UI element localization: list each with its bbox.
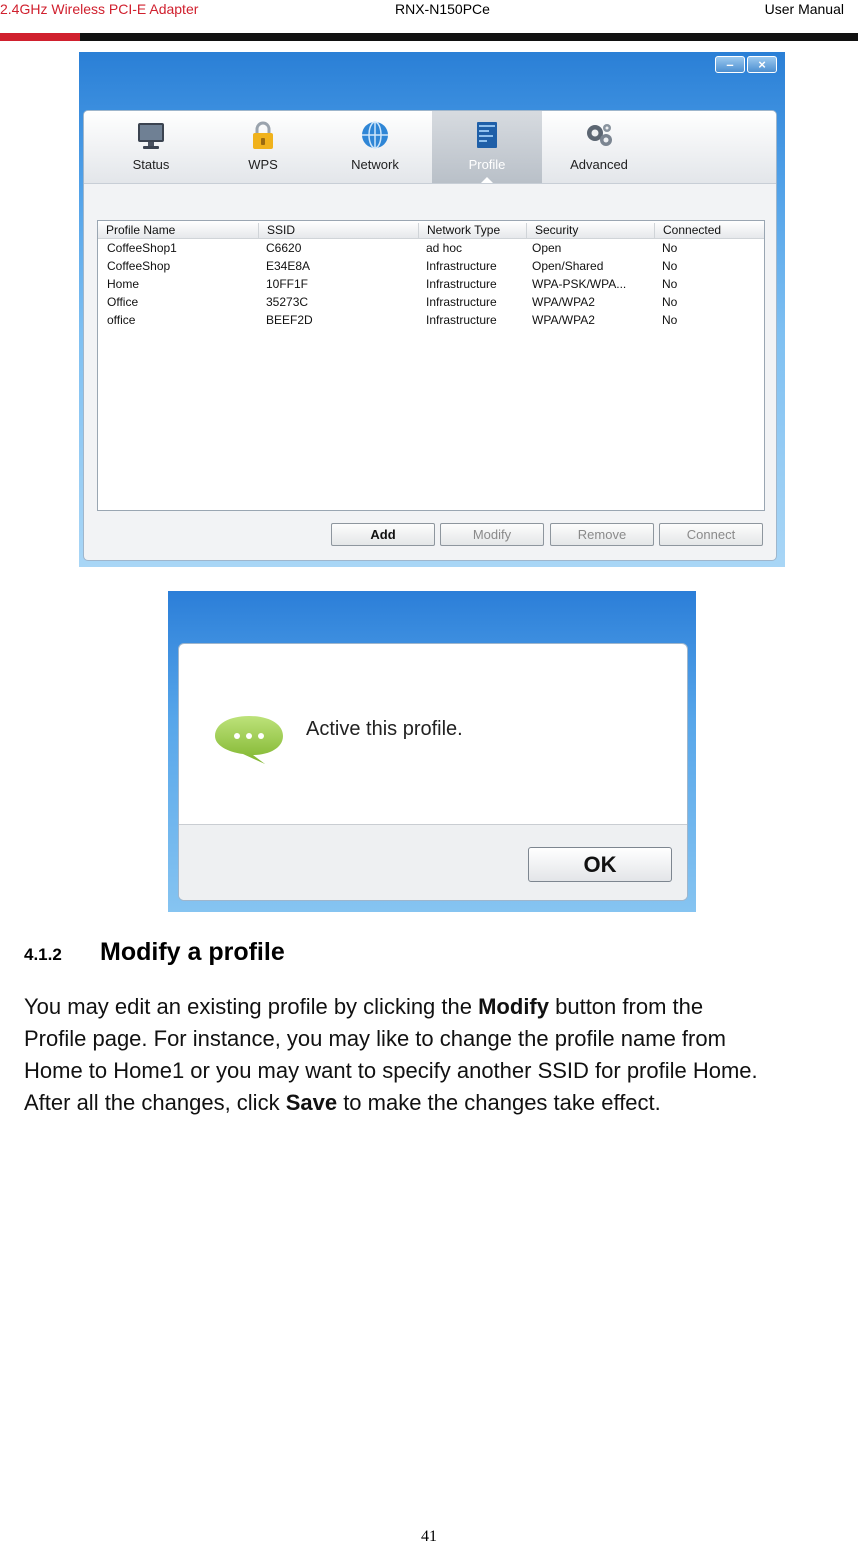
column-network-type[interactable]: Network Type: [418, 223, 526, 239]
header-model: RNX-N150PCe: [395, 1, 490, 17]
cell-connected: No: [662, 313, 678, 327]
cell-network-type: Infrastructure: [426, 259, 497, 273]
cell-security: Open/Shared: [532, 259, 604, 273]
add-button[interactable]: Add: [331, 523, 435, 546]
cell-profile-name: Home: [107, 277, 140, 291]
table-row[interactable]: [98, 240, 764, 258]
ok-button[interactable]: OK: [528, 847, 672, 882]
cell-ssid: BEEF2D: [266, 313, 313, 327]
list-header: [98, 221, 764, 239]
cell-security: WPA/WPA2: [532, 313, 595, 327]
tab-network-label: Network: [351, 157, 399, 172]
active-tab-indicator: [481, 177, 493, 183]
header-doc-type: User Manual: [764, 1, 844, 17]
profile-window-screenshot: [79, 52, 785, 567]
section-title: Modify a profile: [100, 938, 285, 966]
paragraph-line: Home to Home1 or you may want to specify another SSID for profile Home.: [24, 1058, 758, 1083]
gears-icon: [583, 119, 615, 151]
text-run: After all the changes, click: [24, 1090, 286, 1115]
close-button[interactable]: ×: [747, 56, 777, 73]
cell-ssid: C6620: [266, 241, 302, 255]
connect-button[interactable]: Connect: [659, 523, 763, 546]
body-paragraph: [24, 991, 854, 1119]
tab-profile[interactable]: [432, 111, 542, 183]
cell-security: WPA/WPA2: [532, 295, 595, 309]
section-number: 4.1.2: [24, 945, 62, 964]
paragraph-line: [24, 1087, 854, 1119]
tab-advanced-label: Advanced: [570, 157, 628, 172]
cell-profile-name: CoffeeShop1: [107, 241, 177, 255]
tab-wps[interactable]: [208, 111, 318, 183]
profile-card-icon: [471, 119, 503, 151]
modify-button[interactable]: Modify: [440, 523, 544, 546]
dialog-message: Active this profile.: [306, 718, 463, 740]
cell-profile-name: CoffeeShop: [107, 259, 171, 273]
cell-network-type: Infrastructure: [426, 295, 497, 309]
table-row[interactable]: [98, 294, 764, 312]
header-rule: [80, 33, 858, 41]
table-row[interactable]: [98, 258, 764, 276]
cell-connected: No: [662, 295, 678, 309]
minimize-button[interactable]: –: [715, 56, 745, 73]
chat-bubble-icon: [213, 712, 285, 766]
profile-list: [97, 220, 765, 511]
cell-profile-name: office: [107, 313, 136, 327]
cell-connected: No: [662, 241, 678, 255]
cell-profile-name: Office: [107, 295, 139, 309]
tab-network[interactable]: [320, 111, 430, 183]
cell-network-type: ad hoc: [426, 241, 463, 255]
padlock-icon: [247, 119, 279, 151]
cell-ssid: 10FF1F: [266, 277, 309, 291]
text-run: to make the changes take effect.: [337, 1090, 661, 1115]
table-row[interactable]: [98, 276, 764, 294]
header-product: 2.4GHz Wireless PCI-E Adapter: [0, 1, 199, 17]
tab-status[interactable]: [96, 111, 206, 183]
confirm-dialog: [178, 643, 688, 901]
cell-network-type: Infrastructure: [426, 313, 497, 327]
activate-dialog-screenshot: [168, 591, 696, 912]
cell-ssid: E34E8A: [266, 259, 311, 273]
remove-button[interactable]: Remove: [550, 523, 654, 546]
cell-connected: No: [662, 259, 678, 273]
bold-save: Save: [285, 1090, 338, 1115]
main-panel: [83, 110, 777, 561]
cell-network-type: Infrastructure: [426, 277, 497, 291]
page-number: 41: [421, 1528, 437, 1545]
window-controls: [713, 56, 777, 73]
section-heading: [24, 938, 285, 967]
bold-modify: Modify: [478, 994, 549, 1019]
globe-icon: [359, 119, 391, 151]
column-security[interactable]: Security: [526, 223, 654, 239]
column-connected[interactable]: Connected: [654, 223, 764, 239]
tab-wps-label: WPS: [248, 157, 278, 172]
column-ssid[interactable]: SSID: [258, 223, 418, 239]
table-row[interactable]: [98, 312, 764, 330]
tab-profile-label: Profile: [468, 157, 506, 172]
text-run: You may edit an existing profile by clicking the: [24, 994, 479, 1019]
page-header: [0, 0, 858, 20]
toolbar: [84, 111, 777, 184]
tab-advanced[interactable]: [544, 111, 654, 183]
tab-status-label: Status: [132, 157, 170, 172]
text-run: button from the: [549, 994, 704, 1019]
cell-security: Open: [532, 241, 562, 255]
column-profile-name[interactable]: Profile Name: [106, 223, 176, 237]
paragraph-line: Profile page. For instance, you may like to change the profile name from: [24, 1026, 726, 1051]
cell-ssid: 35273C: [266, 295, 309, 309]
monitor-icon: [135, 119, 167, 151]
cell-connected: No: [662, 277, 678, 291]
paragraph-line: [24, 991, 854, 1023]
cell-security: WPA-PSK/WPA...: [532, 277, 627, 291]
header-rule-accent: [0, 33, 80, 41]
